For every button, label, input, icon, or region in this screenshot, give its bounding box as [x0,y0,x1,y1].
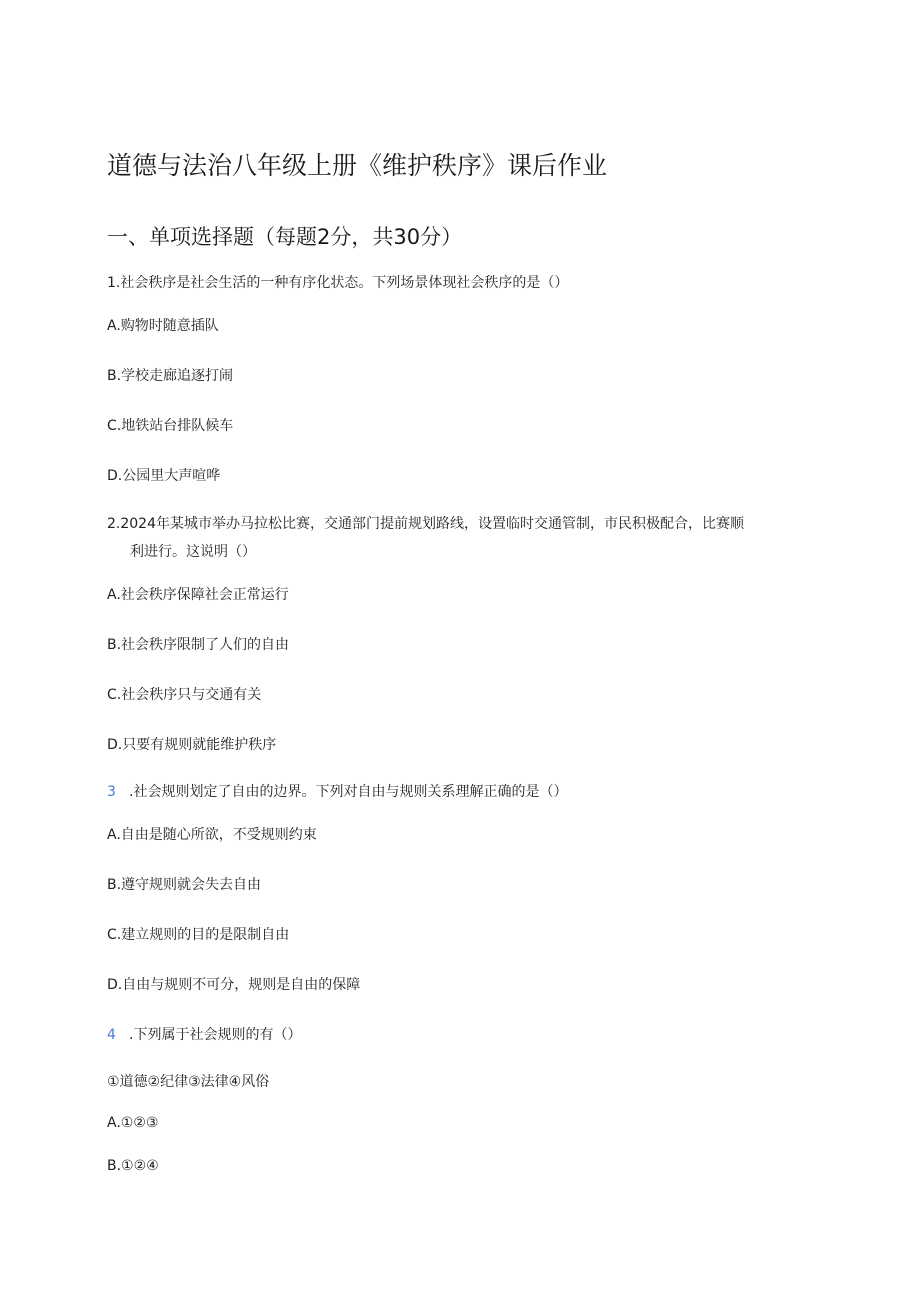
question-1-stem: 1.社会秩序是社会生活的一种有序化状态。下列场景体现社会秩序的是（） [107,275,569,291]
question-1-option-c: C.地铁站台排队候车 [107,418,234,434]
question-4-items: ①道德②纪律③法律④风俗 [107,1074,270,1090]
question-1-option-b: B.学校走廊追逐打闹 [107,368,234,384]
question-3-stem-line [107,782,567,802]
question-3-option-a: A.自由是随心所欲，不受规则约束 [107,827,317,843]
question-2-option-c: C.社会秩序只与交通有关 [107,687,262,703]
question-3-option-b: B.遵守规则就会失去自由 [107,877,262,893]
question-4-stem-line [107,1025,301,1045]
question-4-option-a: A.①②③ [107,1115,159,1131]
question-2-option-b: B.社会秩序限制了人们的自由 [107,637,290,653]
question-4-option-b: B.①②④ [107,1158,159,1174]
question-3-stem: .社会规则划定了自由的边界。下列对自由与规则关系理解正确的是（） [129,784,568,800]
question-1-option-d: D.公园里大声喧哗 [107,468,221,484]
question-3-number: 3 [107,784,116,800]
question-4-number: 4 [107,1027,116,1043]
question-3-option-c: C.建立规则的目的是限制自由 [107,927,290,943]
question-4-stem: .下列属于社会规则的有（） [129,1027,302,1043]
question-2-option-d: D.只要有规则就能维护秩序 [107,737,277,753]
question-2-stem-continued: 利进行。这说明（） [130,544,256,560]
question-2-stem: 2.2024年某城市举办马拉松比赛，交通部门提前规划路线，设置临时交通管制，市民积极配合，比赛顺 [107,516,744,532]
question-3-option-d: D.自由与规则不可分，规则是自由的保障 [107,977,361,993]
document-title: 道德与法治八年级上册《维护秩序》课后作业 [107,151,608,180]
section-heading: 一、单项选择题（每题2分，共30分） [107,225,463,249]
question-1-option-a: A.购物时随意插队 [107,318,219,334]
question-2-option-a: A.社会秩序保障社会正常运行 [107,587,289,603]
